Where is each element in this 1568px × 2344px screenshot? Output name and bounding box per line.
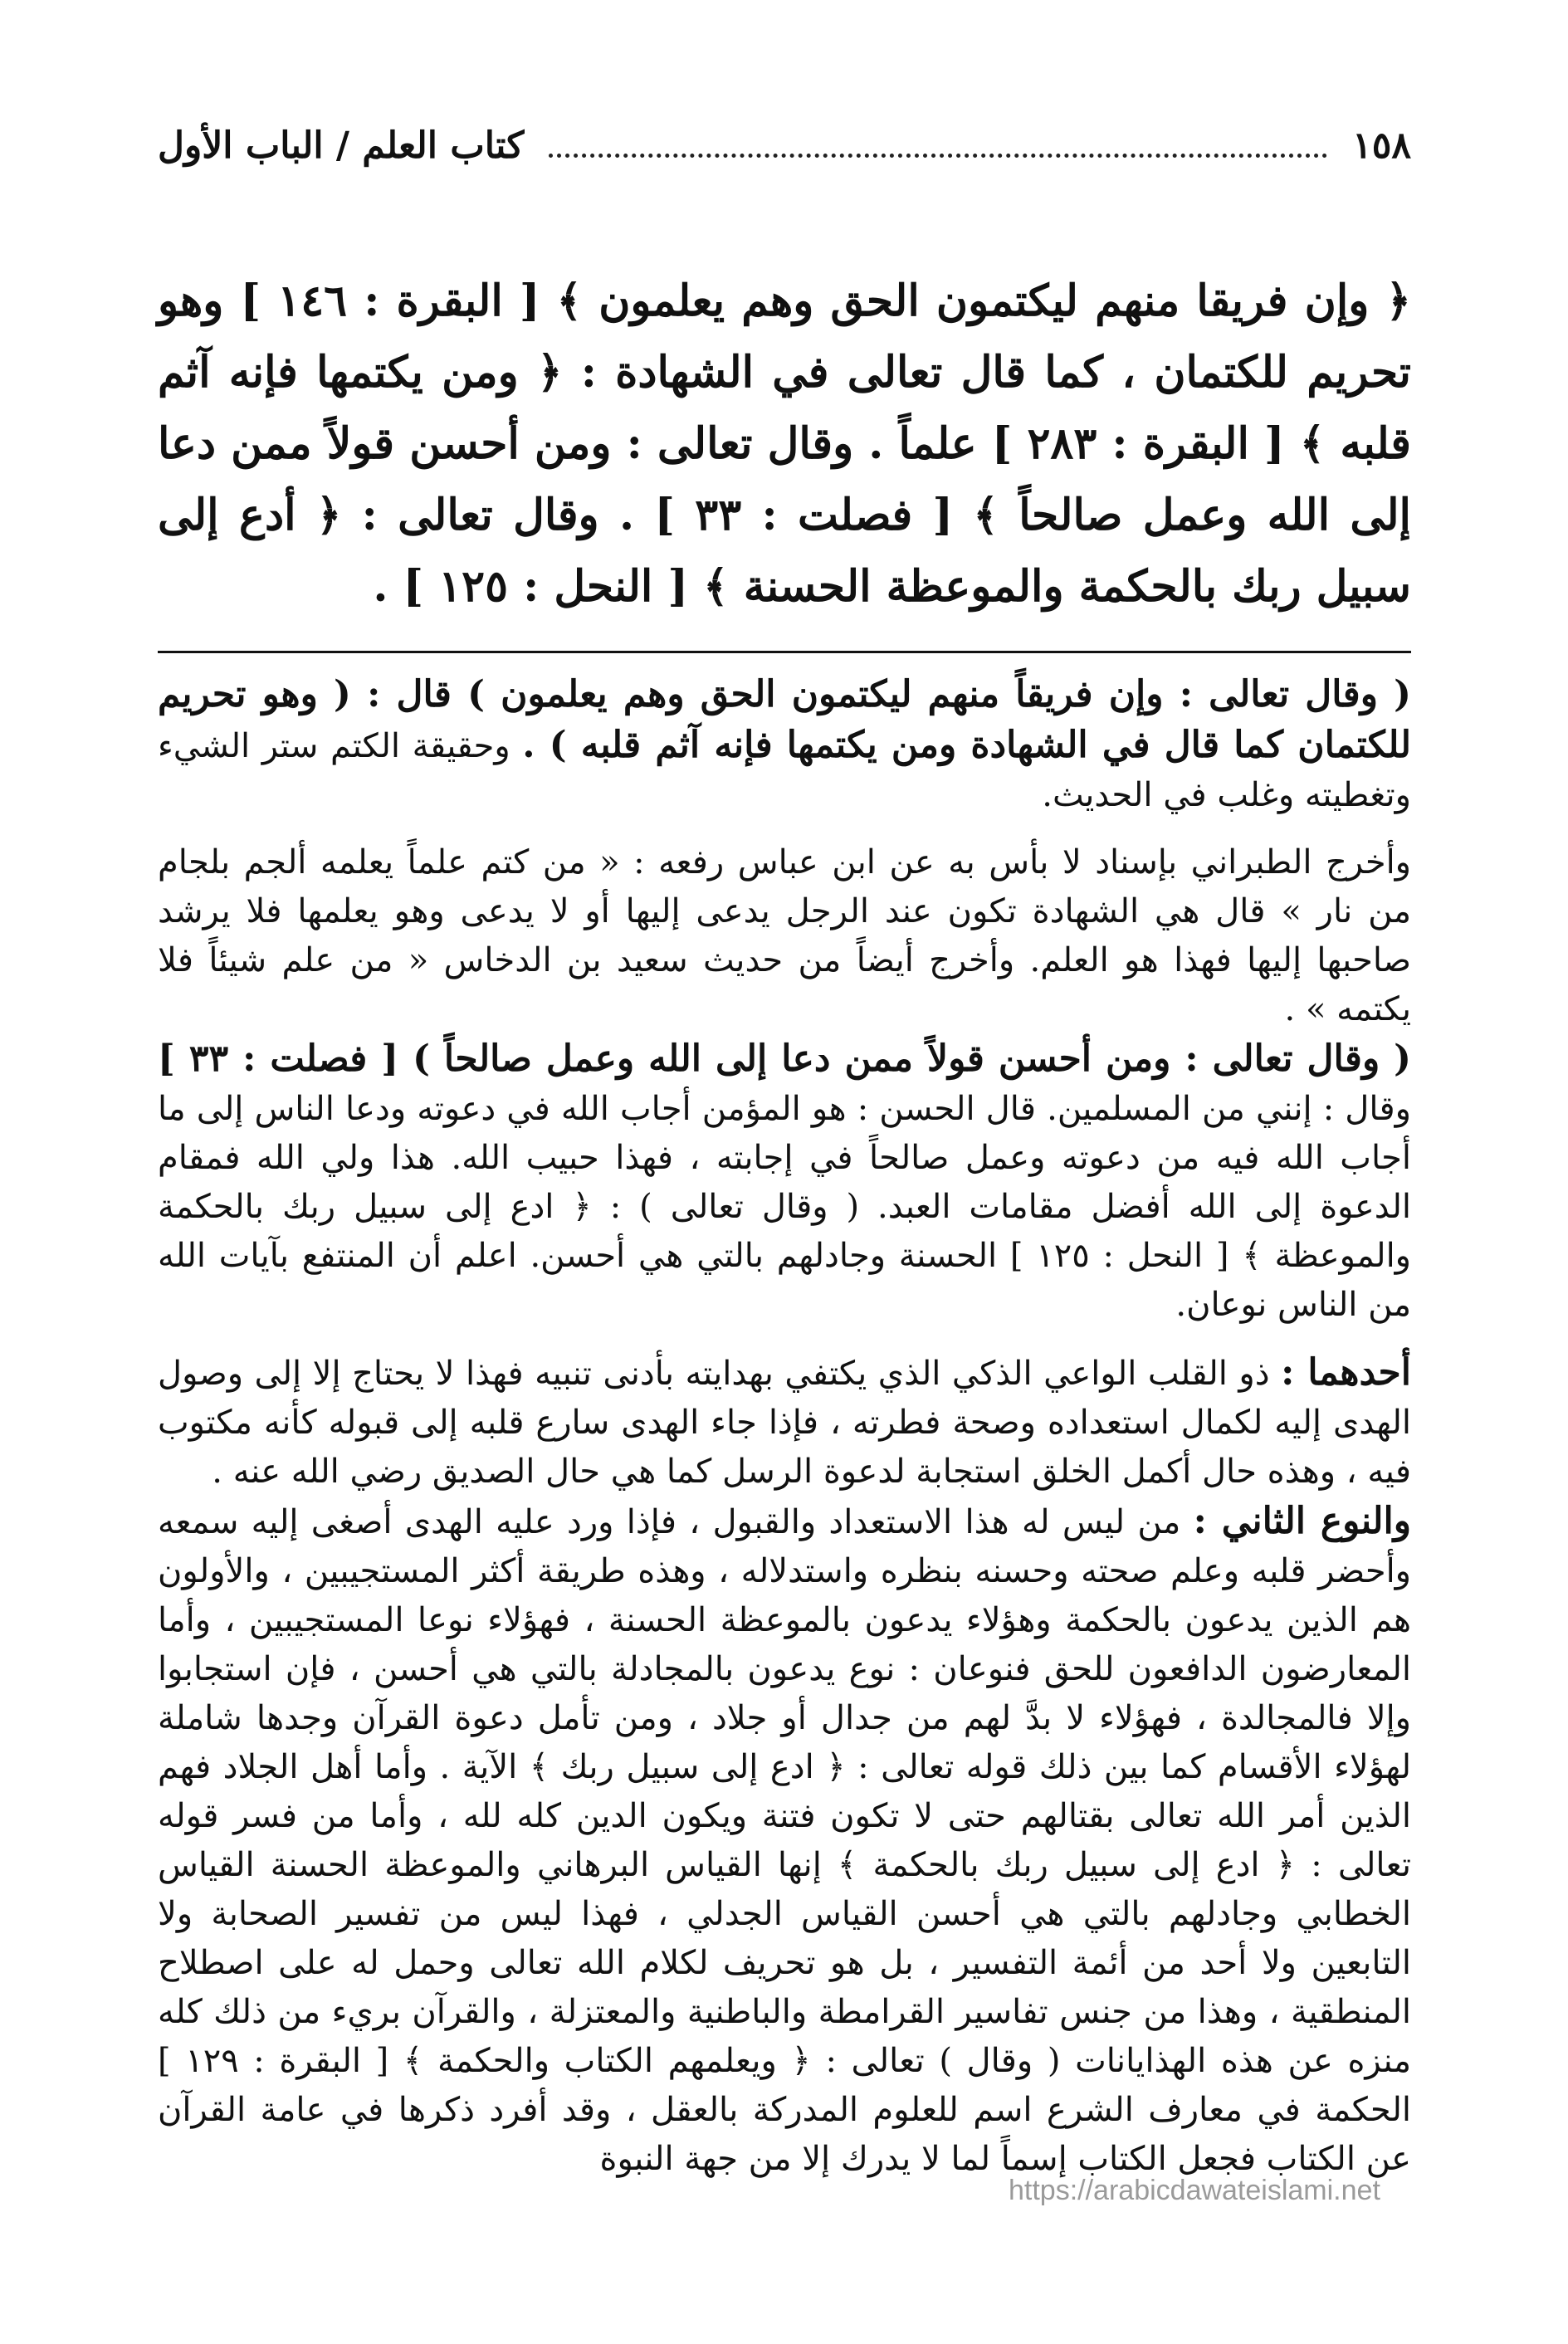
header-dotted-leader <box>549 154 1327 158</box>
commentary-lead-4: أحدهما : <box>1281 1351 1411 1394</box>
commentary-text-1: وحقيقة الكتم ستر الشيء وتغطيته وغلب في الحديث. <box>158 727 1411 814</box>
commentary-paragraph-1 <box>158 670 1411 820</box>
commentary-paragraph-2: وأخرج الطبراني بإسناد لا بأس به عن ابن عباس رفعه : « من كتم علماً يعلمه ألجم بلجام من نار » قال هي الشهادة تكون عند الرجل يدعى إليها أو لا يدعى وهو يعلمها فلا يرشد صاحبها إليها فهذا هو العلم. وأخرج أيضاً من حديث سعيد بن الدخاس « من علم شيئاً فلا يكتمه » . <box>158 843 1411 1028</box>
running-header <box>158 125 1411 183</box>
main-text-block <box>158 266 1411 623</box>
commentary-paragraph-5 <box>158 1497 1411 2184</box>
text-commentary-divider <box>158 651 1411 653</box>
page-number: ١٥٨ <box>1352 125 1411 167</box>
commentary-lead-5: والنوع الثاني : <box>1193 1500 1411 1542</box>
commentary-text-3: وقال : إنني من المسلمين. قال الحسن : هو المؤمن أجاب الله في دعوته ودعا الناس إلى ما أجاب الله فيه من دعوته وعمل صالحاً في إجابته ، فهذا حبيب الله. هذا ولي الله فمقام الدعوة إلى الله أفضل مقامات العبد. ( وقال تعالى ) : ﴿ ادع إلى سبيل ربك بالحكمة والموعظة ﴾ [ النحل : ١٢٥ ] الحسنة وجادلهم بالتي هي أحسن. اعلم أن المنتفع بآيات الله من الناس نوعان. <box>158 1090 1412 1324</box>
commentary-text-4: ذو القلب الواعي الذكي الذي يكتفي بهدايته بأدنى تنبيه فهذا لا يحتاج إلا إلى وصول الهدى إليه لكمال استعداده وصحة فطرته ، فإذا جاء الهدى سارع قلبه إلى قبوله كأنه مكتوب فيه ، وهذه حال أكمل الخلق استجابة لدعوة الرسل كما هي حال الصديق رضي الله عنه . <box>158 1355 1411 1491</box>
commentary-block <box>158 670 1411 2184</box>
commentary-paragraph-4 <box>158 1348 1411 1497</box>
commentary-lead-quote-1: ( وقال تعالى : وإن فريقاً منهم ليكتمون الحق وهم يعلمون ) قال : ( وهو تحريم للكتمان كما قال في الشهادة ومن يكتمها فإنه آثم قلبه ) . <box>158 673 1411 766</box>
commentary-text-5: من ليس له هذا الاستعداد والقبول ، فإذا ورد عليه الهدى أصغى إليه سمعه وأحضر قلبه وعلم صحته وحسنه بنظره واستدلاله ، وهذه طريقة أكثر المستجيبين ، والأولون هم الذين يدعون بالحكمة وهؤلاء يدعون بالموعظة الحسنة ، فهؤلاء نوعا المستجيبين ، وأما المعارضون الدافعون للحق فنوعان : نوع يدعون بالمجادلة بالتي هي أحسن ، فإن استجابوا وإلا فالمجالدة ، فهؤلاء لا بدَّ لهم من جدال أو جلاد ، ومن تأمل دعوة القرآن وجدها شاملة لهؤلاء الأقسام كما بين ذلك قوله تعالى : ﴿ ادع إلى سبيل ربك ﴾ الآية . وأما أهل الجلاد فهم الذين أمر الله تعالى بقتالهم حتى لا تكون فتنة ويكون الدين كله لله ، وأما من فسر قوله تعالى : ﴿ ادع إلى سبيل ربك بالحكمة ﴾ إنها القياس البرهاني والموعظة الحسنة القياس الخطابي وجادلهم بالتي هي أحسن القياس الجدلي ، فهذا ليس من تفسير الصحابة ولا التابعين ولا أحد من أئمة التفسير ، بل هو تحريف لكلام الله تعالى وحمل له على اصطلاح المنطقية ، وهذا من جنس تفاسير القرامطة والباطنية والمعتزلة ، والقرآن بريء من ذلك كله منزه عن هذه الهذايانات ( وقال ) تعالى : ﴿ ويعلمهم الكتاب والحكمة ﴾ [ البقرة : ١٢٩ ] الحكمة في معارف الشرع اسم للعلوم المدركة بالعقل ، وقد أفرد ذكرها في عامة القرآن عن الكتاب فجعل الكتاب إسماً لما لا يدرك إلا من جهة النبوة <box>158 1503 1412 2178</box>
watermark-url: https://arabicdawateislami.net <box>1009 2175 1380 2206</box>
book-page <box>158 125 1411 2266</box>
commentary-lead-quote-3: ( وقال تعالى : ومن أحسن قولاً ممن دعا إلى الله وعمل صالحاً ) [ فصلت : ٣٣ ] <box>158 1038 1412 1080</box>
main-text-paragraph: ﴿ وإن فريقا منهم ليكتمون الحق وهم يعلمون ﴾ [ البقرة : ١٤٦ ] وهو تحريم للكتمان ، كما قال تعالى في الشهادة : ﴿ ومن يكتمها فإنه آثم قلبه ﴾ [ البقرة : ٢٨٣ ] علماً . وقال تعالى : ومن أحسن قولاً ممن دعا إلى الله وعمل صالحاً ﴾ [ فصلت : ٣٣ ] . وقال تعالى : ﴿ أدع إلى سبيل ربك بالحكمة والموعظة الحسنة ﴾ [ النحل : ١٢٥ ] . <box>158 276 1411 612</box>
commentary-paragraph-3 <box>158 1034 1411 1330</box>
running-header-title: كتاب العلم / الباب الأول <box>158 125 525 167</box>
